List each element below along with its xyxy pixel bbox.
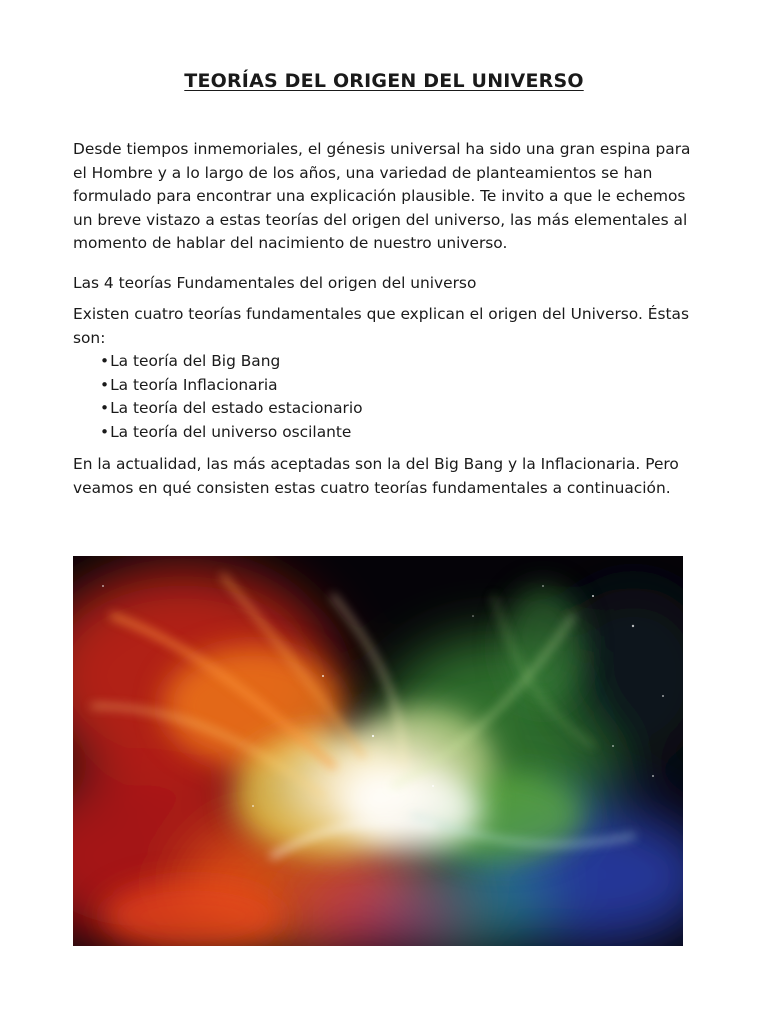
list-item	[100, 350, 363, 374]
theory-label: La teoría del universo oscilante	[110, 422, 352, 441]
list-item	[100, 374, 363, 398]
conclusion-paragraph: En la actualidad, las más aceptadas son la del Big Bang y la Inflacionaria. Pero veamos en qué consisten estas cuatro teorías fundamentales a continuación.	[73, 455, 679, 497]
bullet-icon: •	[100, 422, 110, 441]
theories-intro-paragraph: Existen cuatro teorías fundamentales que explican el origen del Universo. Éstas son:	[73, 305, 689, 347]
theory-label: La teoría del estado estacionario	[110, 399, 363, 418]
document-title: TEORÍAS DEL ORIGEN DEL UNIVERSO	[184, 70, 584, 92]
theories-subheading: Las 4 teorías Fundamentales del origen del universo	[73, 274, 477, 292]
bullet-icon: •	[100, 352, 110, 370]
nebula-illustration	[73, 556, 683, 946]
bullet-icon: •	[100, 375, 110, 394]
list-item	[100, 397, 363, 421]
cosmic-nebula-image	[73, 556, 683, 946]
theory-label: La teoría Inflacionaria	[110, 375, 278, 394]
bullet-icon: •	[100, 399, 110, 418]
intro-paragraph: Desde tiempos inmemoriales, el génesis universal ha sido una gran espina para el Hombre y a lo largo de los años, una variedad de planteamientos se han formulado para encontrar una explicación plausible. Te invito a que le echemos un breve vistazo a estas teorías del origen del universo, las más elementales al momento de hablar del nacimiento de nuestro universo.	[73, 140, 691, 253]
list-item	[100, 421, 363, 445]
theory-label: La teoría del Big Bang	[110, 352, 281, 370]
theories-list	[100, 350, 363, 444]
